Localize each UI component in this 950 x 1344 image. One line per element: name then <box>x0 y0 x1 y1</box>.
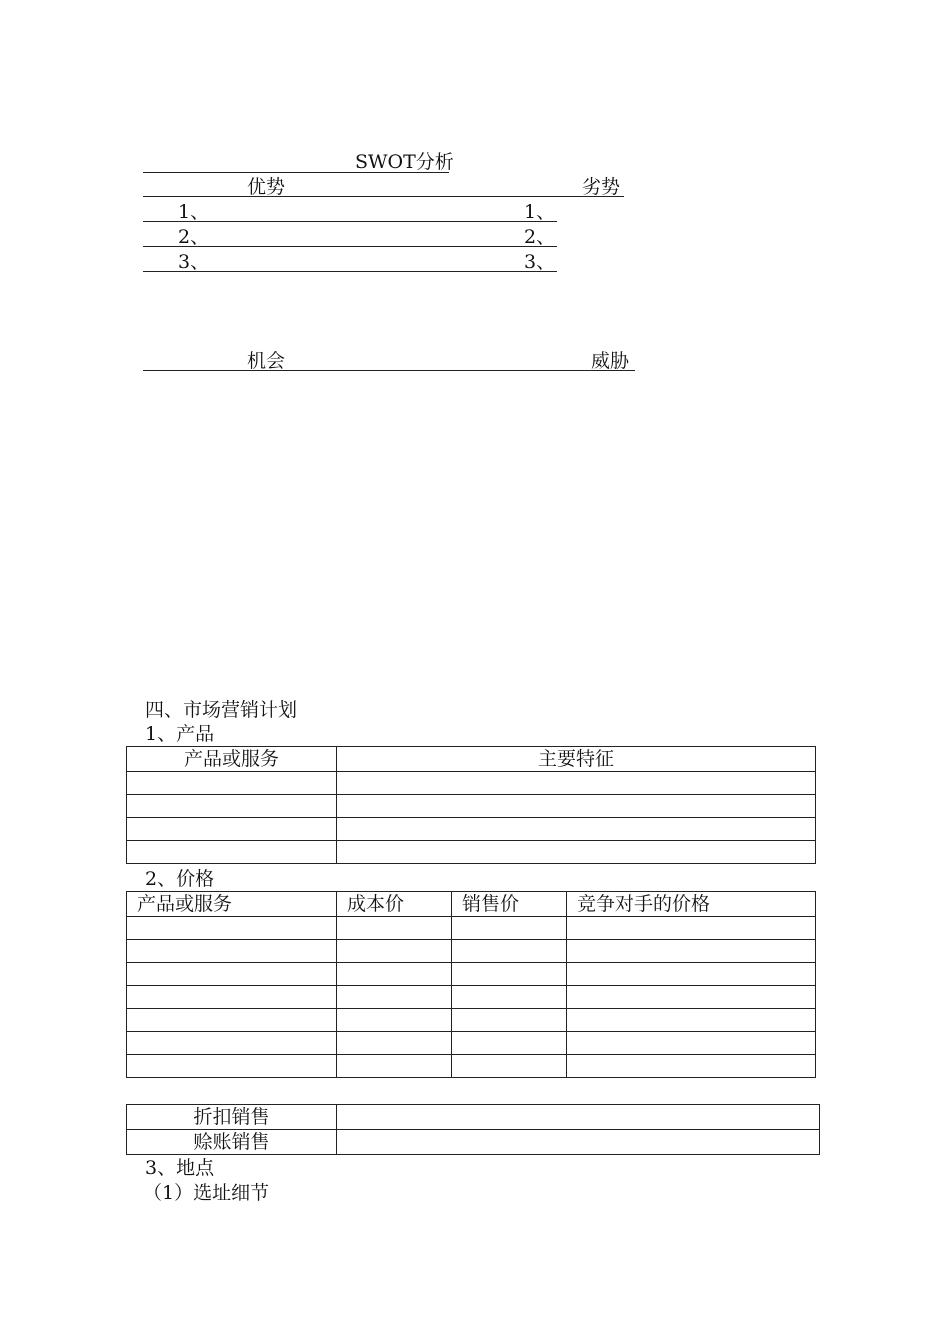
table-cell[interactable] <box>452 1009 567 1032</box>
table-cell[interactable] <box>452 1055 567 1078</box>
swot-item-underline <box>143 271 557 272</box>
swot-weaknesses-label: 劣势 <box>582 176 621 198</box>
table-cell[interactable] <box>567 1055 816 1078</box>
swot-header-underline <box>143 196 624 197</box>
table-row <box>127 1105 820 1130</box>
table-cell[interactable] <box>452 1032 567 1055</box>
table-row <box>127 818 816 841</box>
table-cell[interactable] <box>127 917 337 940</box>
table-header-row <box>127 892 816 917</box>
table-cell[interactable] <box>567 1032 816 1055</box>
column-header: 成本价 <box>337 892 452 917</box>
table-cell[interactable] <box>452 917 567 940</box>
table-cell[interactable] <box>567 1009 816 1032</box>
swot-item-underline <box>143 221 557 222</box>
swot-strength-item: 2、 <box>178 226 210 248</box>
table-cell[interactable] <box>127 940 337 963</box>
table-cell[interactable] <box>567 940 816 963</box>
table-cell[interactable] <box>337 940 452 963</box>
column-header: 产品或服务 <box>127 747 337 772</box>
table-cell[interactable] <box>127 963 337 986</box>
table-cell[interactable] <box>337 818 816 841</box>
credit-sales-value[interactable] <box>337 1130 820 1155</box>
table-cell[interactable] <box>567 917 816 940</box>
table-cell[interactable] <box>337 772 816 795</box>
product-heading: 1、产品 <box>145 723 215 745</box>
column-header: 主要特征 <box>337 747 816 772</box>
table-cell[interactable] <box>567 986 816 1009</box>
table-cell[interactable] <box>452 940 567 963</box>
table-cell[interactable] <box>127 1032 337 1055</box>
location-details-heading: （1）选址细节 <box>143 1182 270 1204</box>
swot-title: SWOT分析 <box>355 151 454 173</box>
swot-item-underline <box>143 246 557 247</box>
table-cell[interactable] <box>452 986 567 1009</box>
table-cell[interactable] <box>127 1009 337 1032</box>
table-row <box>127 795 816 818</box>
swot-strengths-label: 优势 <box>247 176 286 198</box>
table-cell[interactable] <box>127 795 337 818</box>
table-cell[interactable] <box>127 841 337 864</box>
table-row <box>127 1032 816 1055</box>
sales-terms-table <box>126 1104 820 1155</box>
column-header: 产品或服务 <box>127 892 337 917</box>
table-row <box>127 1055 816 1078</box>
table-row <box>127 917 816 940</box>
table-cell[interactable] <box>127 818 337 841</box>
table-cell[interactable] <box>127 772 337 795</box>
table-cell[interactable] <box>337 986 452 1009</box>
column-header: 销售价 <box>452 892 567 917</box>
table-cell[interactable] <box>567 963 816 986</box>
table-row <box>127 841 816 864</box>
discount-sales-value[interactable] <box>337 1105 820 1130</box>
swot-strength-item: 1、 <box>178 201 210 223</box>
swot-weakness-item: 1、 <box>524 201 556 223</box>
table-cell[interactable] <box>337 1055 452 1078</box>
swot-threats-label: 威胁 <box>591 350 630 372</box>
table-cell[interactable] <box>337 841 816 864</box>
price-table <box>126 891 816 1078</box>
swot-weakness-item: 3、 <box>524 251 556 273</box>
table-header-row <box>127 747 816 772</box>
swot-weakness-item: 2、 <box>524 226 556 248</box>
table-row <box>127 986 816 1009</box>
table-cell[interactable] <box>337 795 816 818</box>
swot-strength-item: 3、 <box>178 251 210 273</box>
table-cell[interactable] <box>337 1032 452 1055</box>
swot-ot-underline <box>143 370 635 371</box>
table-cell[interactable] <box>127 1055 337 1078</box>
swot-opportunities-label: 机会 <box>247 350 286 372</box>
table-row <box>127 1009 816 1032</box>
table-row <box>127 1130 820 1155</box>
credit-sales-label: 赊账销售 <box>127 1130 337 1155</box>
table-cell[interactable] <box>337 963 452 986</box>
column-header: 竞争对手的价格 <box>567 892 816 917</box>
table-row <box>127 772 816 795</box>
table-cell[interactable] <box>127 986 337 1009</box>
price-heading: 2、价格 <box>145 868 215 890</box>
place-heading: 3、地点 <box>145 1157 215 1179</box>
swot-title-underline <box>143 172 449 173</box>
product-table <box>126 746 816 864</box>
table-cell[interactable] <box>337 1009 452 1032</box>
discount-sales-label: 折扣销售 <box>127 1105 337 1130</box>
marketing-plan-heading: 四、市场营销计划 <box>145 699 298 721</box>
table-row <box>127 940 816 963</box>
table-cell[interactable] <box>452 963 567 986</box>
table-row <box>127 963 816 986</box>
table-cell[interactable] <box>337 917 452 940</box>
